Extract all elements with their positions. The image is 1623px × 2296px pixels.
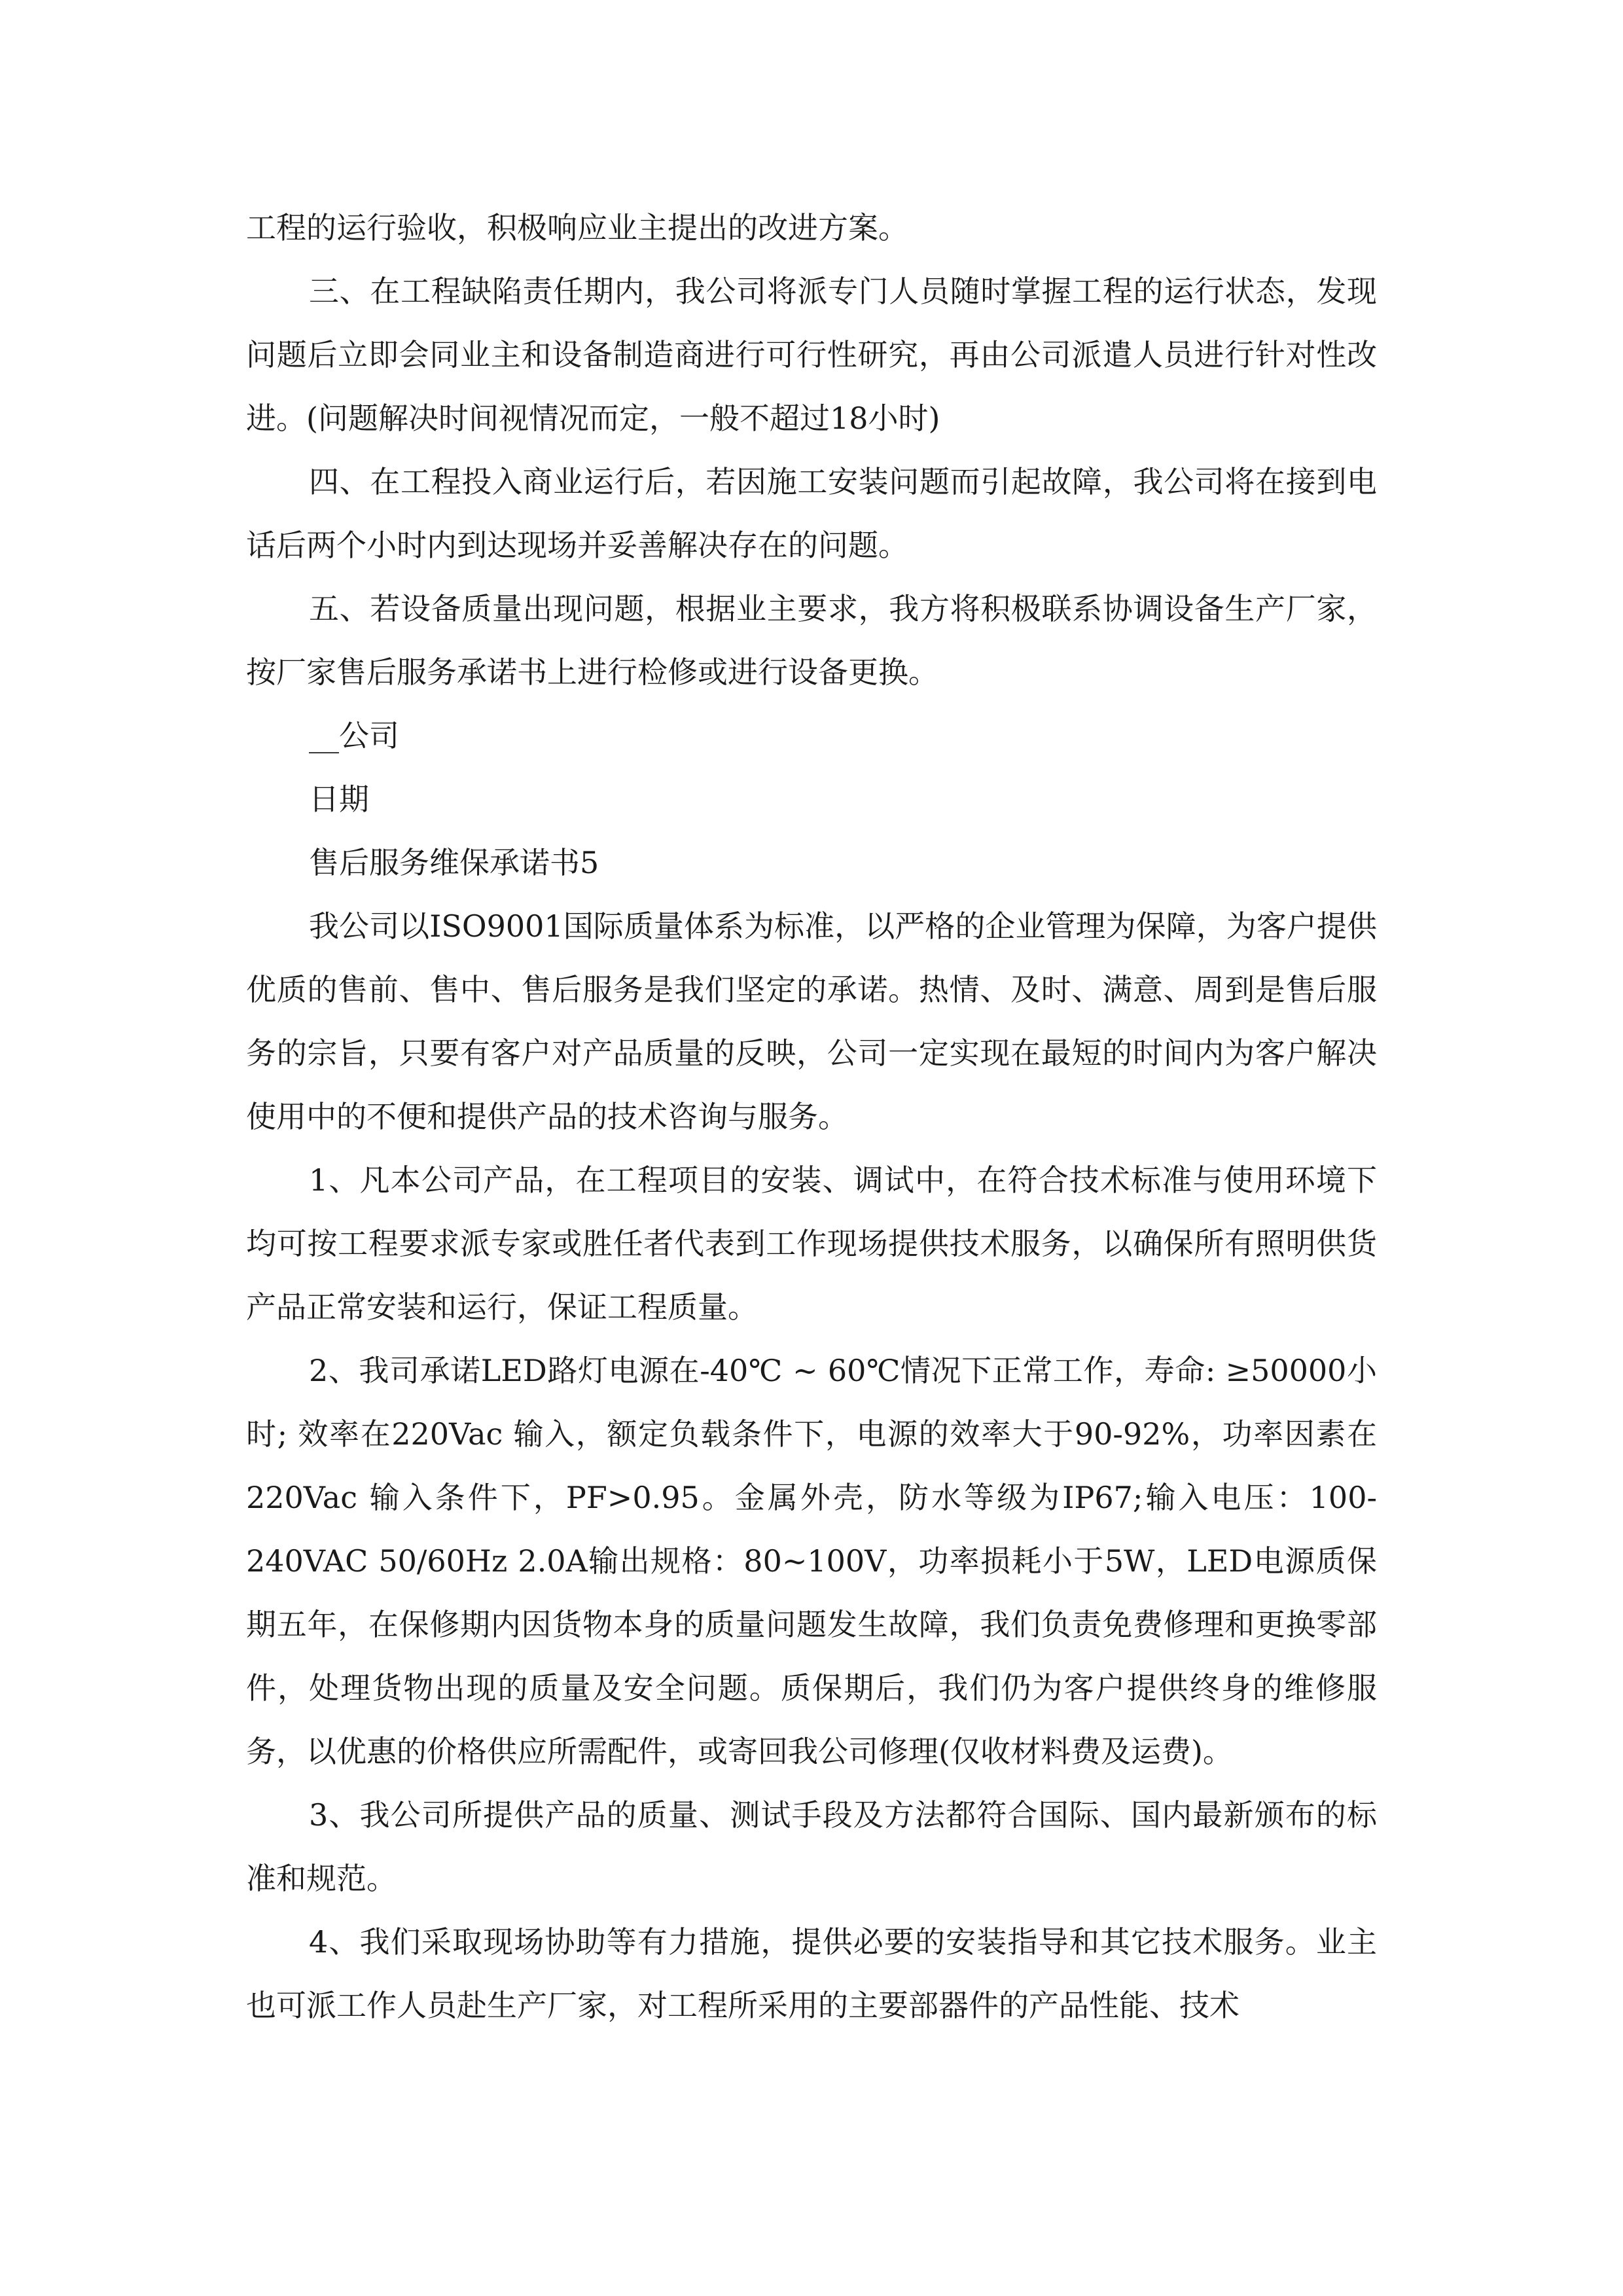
document-body: [246, 196, 1377, 2037]
paragraph-point-2: 2、我司承诺LED路灯电源在-40℃ ~ 60℃情况下正常工作，寿命: ≥50000小时; 效率在220Vac 输入，额定负载条件下，电源的效率大于90-92%，功率因素在220Vac 输入条件下，PF>0.95。金属外壳，防水等级为IP67;输入电压：100-240VAC 50/60Hz 2.0A输出规格：80~100V，功率损耗小于5W，LED电源质保期五年，在保修期内因货物本身的质量问题发生故障，我们负责免费修理和更换零部件，处理货物出现的质量及安全问题。质保期后，我们仍为客户提供终身的维修服务，以优惠的价格供应所需配件，或寄回我公司修理(仅收材料费及运费)。: [246, 1353, 1377, 1769]
paragraph-point-4: 4、我们采取现场协助等有力措施，提供必要的安装指导和其它技术服务。业主也可派工作人员赴生产厂家，对工程所采用的主要部器件的产品性能、技术: [246, 1924, 1377, 2023]
paragraph-intro: 我公司以ISO9001国际质量体系为标准，以严格的企业管理为保障，为客户提供优质的售前、售中、售后服务是我们坚定的承诺。热情、及时、满意、周到是售后服务的宗旨，只要有客户对产品质量的反映，公司一定实现在最短的时间内为客户解决使用中的不便和提供产品的技术咨询与服务。: [246, 908, 1377, 1134]
paragraph-item-three: 三、在工程缺陷责任期内，我公司将派专门人员随时掌握工程的运行状态，发现问题后立即会同业主和设备制造商进行可行性研究，再由公司派遣人员进行针对性改进。(问题解决时间视情况而定，一般不超过18小时): [246, 274, 1377, 436]
paragraph-item-four: 四、在工程投入商业运行后，若因施工安装问题而引起故障，我公司将在接到电话后两个小时内到达现场并妥善解决存在的问题。: [246, 464, 1377, 563]
paragraph-point-3: 3、我公司所提供产品的质量、测试手段及方法都符合国际、国内最新颁布的标准和规范。: [246, 1797, 1377, 1896]
paragraph-continuation: 工程的运行验收，积极响应业主提出的改进方案。: [246, 210, 908, 245]
date-line: 日期: [309, 781, 369, 817]
company-signature-line: __公司: [309, 718, 399, 753]
paragraph-item-five: 五、若设备质量出现问题，根据业主要求，我方将积极联系协调设备生产厂家，按厂家售后服务承诺书上进行检修或进行设备更换。: [246, 591, 1377, 690]
paragraph-point-1: 1、凡本公司产品，在工程项目的安装、调试中，在符合技术标准与使用环境下均可按工程要求派专家或胜任者代表到工作现场提供技术服务，以确保所有照明供货产品正常安装和运行，保证工程质量。: [246, 1162, 1377, 1325]
section-title: 售后服务维保承诺书5: [309, 845, 599, 880]
